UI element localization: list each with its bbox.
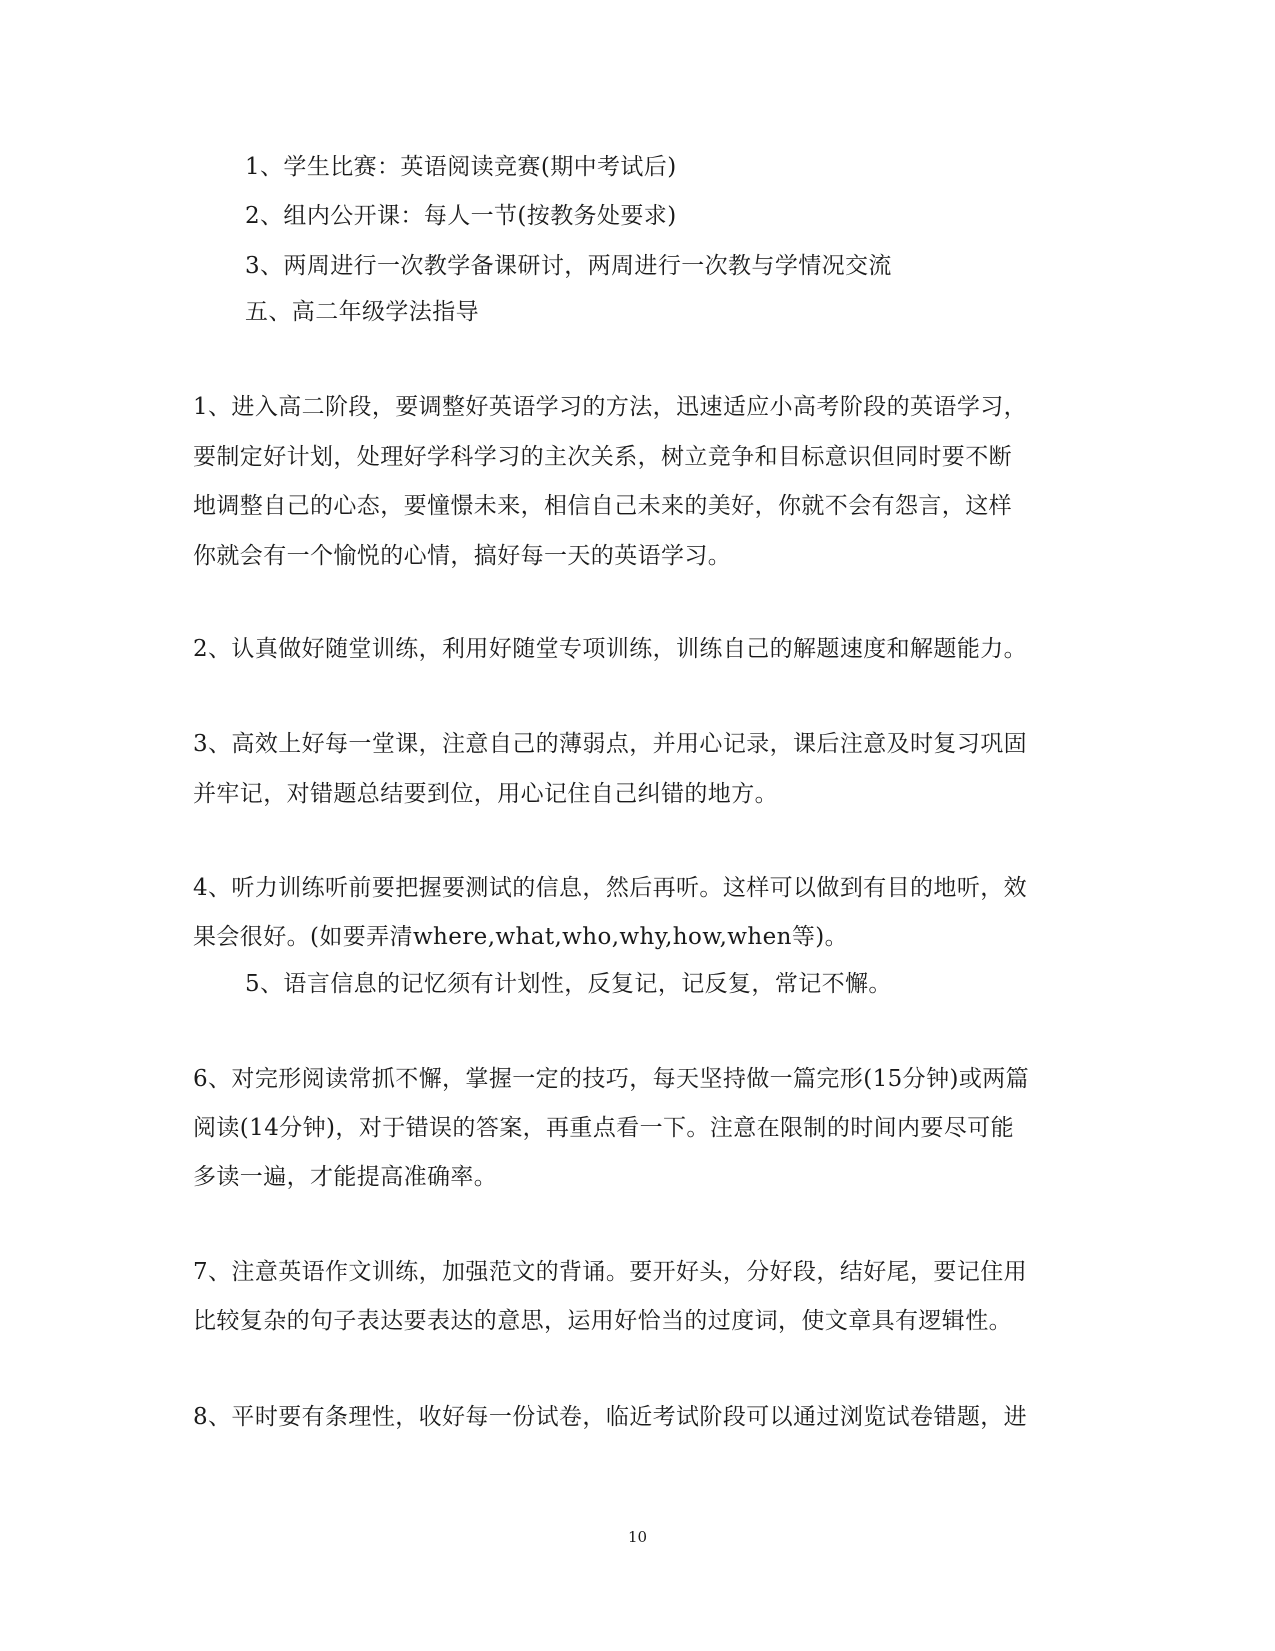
paragraph-line: 2、认真做好随堂训练，利用好随堂专项训练，训练自己的解题速度和解题能力。	[193, 636, 1028, 662]
paragraph-line: 并牢记，对错题总结要到位，用心记住自己纠错的地方。	[193, 781, 778, 807]
paragraph-line: 果会很好。(如要弄清where,what,who,why,how,when等)。	[193, 924, 849, 950]
list-item: 2、组内公开课：每人一节(按教务处要求)	[245, 203, 677, 229]
paragraph-line: 8、平时要有条理性，收好每一份试卷，临近考试阶段可以通过浏览试卷错题，进	[193, 1404, 1028, 1430]
paragraph-line: 比较复杂的句子表达要表达的意思，运用好恰当的过度词，使文章具有逻辑性。	[193, 1308, 1012, 1334]
paragraph-line: 多读一遍，才能提高准确率。	[193, 1164, 498, 1190]
paragraph-line: 5、语言信息的记忆须有计划性，反复记，记反复，常记不懈。	[245, 971, 892, 997]
paragraph-line: 你就会有一个愉悦的心情，搞好每一天的英语学习。	[193, 543, 732, 569]
paragraph-line: 要制定好计划，处理好学科学习的主次关系，树立竞争和目标意识但同时要不断	[193, 444, 1012, 470]
paragraph-line: 3、高效上好每一堂课，注意自己的薄弱点，并用心记录，课后注意及时复习巩固	[193, 731, 1028, 757]
paragraph-line: 阅读(14分钟)，对于错误的答案，再重点看一下。注意在限制的时间内要尽可能	[193, 1115, 1015, 1141]
paragraph-line: 地调整自己的心态，要憧憬未来，相信自己未来的美好，你就不会有怨言，这样	[193, 493, 1012, 519]
paragraph-line: 4、听力训练听前要把握要测试的信息，然后再听。这样可以做到有目的地听，效	[193, 875, 1028, 901]
list-item: 1、学生比赛：英语阅读竞赛(期中考试后)	[245, 154, 677, 180]
section-heading: 五、高二年级学法指导	[245, 299, 479, 325]
list-item: 3、两周进行一次教学备课研讨，两周进行一次教与学情况交流	[245, 253, 892, 279]
paragraph-line: 1、进入高二阶段，要调整好英语学习的方法，迅速适应小高考阶段的英语学习，	[193, 394, 1028, 420]
page-number: 10	[627, 1528, 648, 1546]
paragraph-line: 7、注意英语作文训练，加强范文的背诵。要开好头，分好段，结好尾，要记住用	[193, 1259, 1028, 1285]
paragraph-line: 6、对完形阅读常抓不懈，掌握一定的技巧，每天坚持做一篇完形(15分钟)或两篇	[193, 1066, 1030, 1092]
